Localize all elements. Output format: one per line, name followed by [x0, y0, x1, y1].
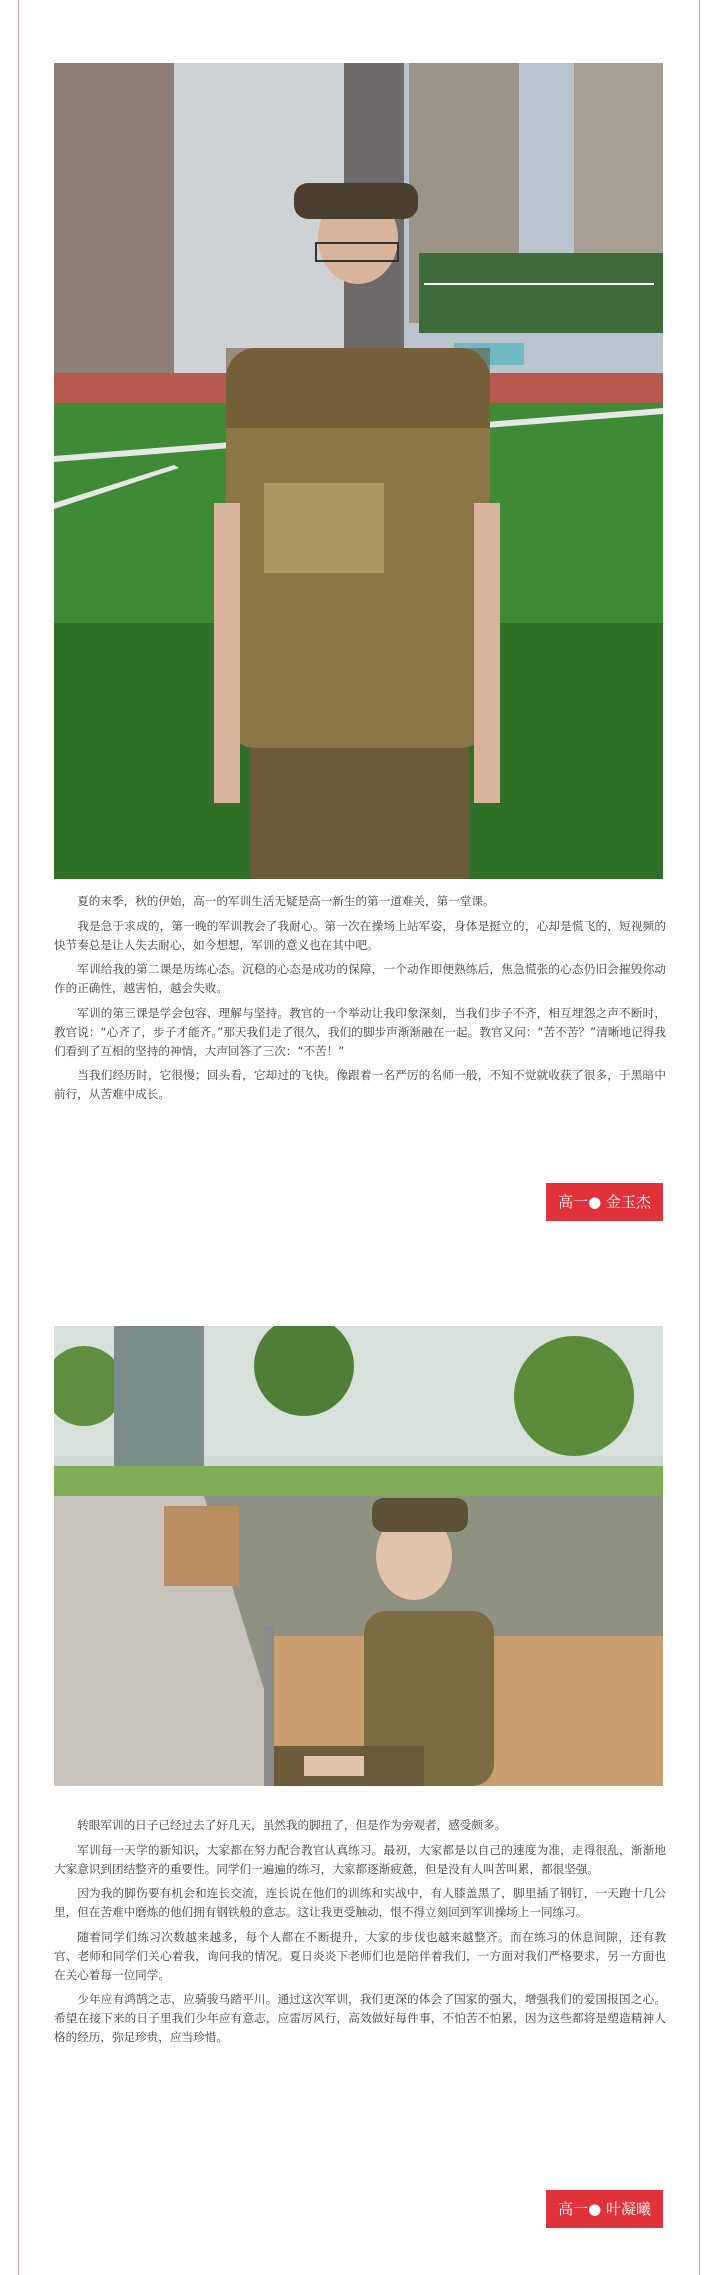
- article-2-photo: [54, 1326, 663, 1786]
- article-1-text: [54, 892, 666, 1110]
- article-1-paragraph-3: 军训给我的第二课是历练心态。沉稳的心态是成功的保障，一个动作即便熟练后，焦急慌张的心态仍旧会摧毁你动作的正确性，越害怕，越会失败。: [54, 962, 666, 995]
- article-2-paragraph-1: 转眼军训的日子已经过去了好几天，虽然我的脚扭了，但是作为旁观者，感受颇多。: [77, 1818, 507, 1832]
- article-2-paragraph-4: 随着同学们练习次数越来越多，每个人都在不断提升，大家的步伐也越来越整齐。而在练习的休息间隙，还有教官、老师和同学们关心着我，询问我的情况。夏日炎炎下老师们也是陪伴着我们，一方面对我们严格要求，另一方面也在关心着每一位同学。: [54, 1929, 666, 1982]
- article-2-signature: 高一● 叶凝曦: [546, 2190, 663, 2228]
- article-1-paragraph-2: 我是急于求成的，第一晚的军训教会了我耐心。第一次在操场上站军姿，身体是挺立的，心却是慌飞的，短视频的快节奏总是让人失去耐心，如今想想，军训的意义也在其中吧。: [54, 918, 666, 952]
- student-portrait-photo-2: [54, 1326, 663, 1786]
- article-1-photo: [54, 63, 663, 879]
- article-2-text: [54, 1816, 666, 2053]
- article-2-paragraph-2: 军训每一天学的新知识，大家都在努力配合教官认真练习。最初，大家都是以自己的速度为准，走得很乱，渐渐地大家意识到团结整齐的重要性。同学们一遍遍的练习，大家都逐渐疲惫，但是没有人叫苦叫累，都很坚强。: [54, 1842, 666, 1876]
- article-1-paragraph-4: 军训的第三课是学会包容、理解与坚持。教官的一个举动让我印象深刻，当我们步子不齐，相互埋怨之声不断时，教官说：“心齐了，步子才能齐。”那天我们走了很久，我们的脚步声渐渐融在一起。教官又问：“苦不苦？”清晰地记得我们看到了互相的坚持的神情，大声回答了三次：“不苦！”: [54, 1005, 666, 1058]
- article-2-paragraph-5: 少年应有鸿鹄之志，应骑骏马踏平川。通过这次军训，我们更深的体会了国家的强大，增强我们的爱国报国之心。希望在接下来的日子里我们少年应有意志，应雷厉风行，高效做好每件事，不怕苦不怕累，因为这些都将是塑造精神人格的经历，弥足珍贵，应当珍惜。: [54, 1992, 666, 2044]
- article-1-signature: 高一● 金玉杰: [546, 1183, 663, 1221]
- article-2-paragraph-3: 因为我的脚伤要有机会和连长交流，连长说在他们的训练和实战中，有人膝盖黑了，脚里插了钢钉，一天跑十几公里，但在苦难中磨炼的他们拥有钢铁般的意志。这让我更受触动，恨不得立刻回到军训操场上一同练习。: [54, 1886, 666, 1919]
- article-1-paragraph-1: 夏的末季，秋的伊始，高一的军训生活无疑是高一新生的第一道难关，第一堂课。: [77, 894, 495, 908]
- student-portrait-photo-1: [54, 63, 663, 879]
- article-1-paragraph-5: 当我们经历时，它很慢；回头看，它却过的飞快。像跟着一名严厉的名师一般，不知不觉就收获了很多，于黑暗中前行，从苦难中成长。: [54, 1068, 666, 1101]
